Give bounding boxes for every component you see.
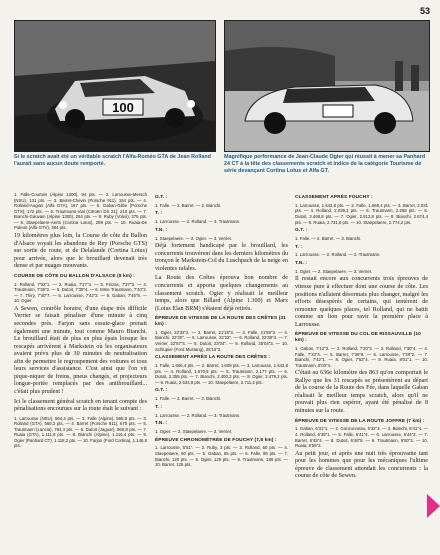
body-paragraph: Il restait encore aux concurrents trois épreuves de vitesse pure à effectuer dont une course de côte. Les positions n'allaient désormais plus changer, malgré les efforts désespérés de certains, qui tentèrent de remonter quelques places, tel Rolland, qui ne battit comme un lion pour ravir la première place à Larrousse. [295,276,428,328]
results-paragraph: 1. Staepelaere. — 2. Ogier. — 3. Verrier. [155,235,233,241]
section-heading: T. : [295,244,303,250]
results-paragraph: 1. Ogier, 22'32"2. — 2. Barret, 21'18"3. — 3. Falle, 21'59"3. — 4. Bianchi, 22'20". — 5. Larrousse, 22'22". — 6. Rolland, 22'38"4. — 7. Verrier, 22'57"4. — 8. Dutoit, 23'04". — 9. Rolland, 25'04"3. — 10. Schlupier (Ford Mustang), 25'15"3. [155,329,288,352]
body-paragraph: Déjà fortement handicapé par le brouillard, les concurrents trouvèrent dans les derniers kilomètres du tronçon le Markstein-Col du Luschpach de la neige en violentes rafales. [155,243,288,272]
section-heading: T. : [155,404,163,410]
body-paragraph: C'était au 636e kilomètre des 863 qu'on comportait le Rallye que les 31 rescapés se présentèrent au départ de la course de la Route des Fée, dans laquelle Gaban réalisait le meilleur temps scratch, alors qu'il ne pouvait plus rien espérer, ayant été pénalisé de 8 minutes sur la route. [295,370,428,414]
section-heading: T.N. : [155,421,168,427]
results-paragraph: 1. Larrousse, 1.642,8 pts. — 2. Falle, 1.668,4 pts. — 3. Barret, 2.031 pts. — 4. Rolland, 2.039,2 pts. — 5. Trautmann, 2.268 pts. — 6. Dutoit, 2.468,8 pts. — 7. Ogier, 2.512,8 pts. — 8. Bianchi, 2.674,4 pts. — 9. Ruaia, 2.731,6 pts. — 10. Staepelaere, 2.774,2 pts. [295,202,428,225]
section-heading: COURSE DE CÔTE DU BALLON D'ALSACE (8 km) : [14,273,136,279]
results-paragraph: 1. Falle, 1.606,4 pts. — 2. Barret, 1.608 pts. — 3. Larrousse, 1.642,8 pts. — 4. Rolland, 1.670,8 pts. — 5. Trautmann, 2.177 pts. — 6. Dutoit, 2.355 pts. — 7. Bianchi, 2.400,2 pts. — 8. Ogier, 2.479,2 pts. — 9. Ruaia, 2.534,8 pts. — 10. Staepelaere, 2.711,2 pts. [155,363,288,385]
text-column-1 [14,192,147,550]
text-column-2 [155,192,288,550]
section-heading: CLASSEMENT APRÈS LA ROUTE DES CRÊTES : [155,355,271,361]
section-heading: ÉPREUVE DE VITESSE DE LA ROUTE DES CRÊTES (31 km) : [155,316,286,328]
section-heading: T. : [155,211,163,217]
section-heading: G.T. : [155,388,168,394]
results-paragraph: 1. Falle-Courtois (Alpine 1300), 94 pts. — 2. Larrousse-Mersch (NSU), 131 pts. — 3. Barret-Chevin (Porsche 911), 164 pts. — 4. Rolland-Augias (Alfa GTA), 167 pts. — 5. Gaban-Gilbe (Porsche GTS), 172 pts. — 6. Trautmann-Vial (Citroën DS 21), 210 pts. — 7. Bianchi-Gauvain (Alpine 1300), 264 pts. — 8. Ruby (Volvo), 275 pts. — 9. Staepelaere-Aerts (Cortina Lotus), 299 pts. — 10. Ruaia-De Poleon (Alfa GTV), 384 pts. [14,192,147,231]
car-number-label: 100 [112,100,134,115]
results-paragraph: 1. Falle. — 2. Barret. — 3. Bianchi. [155,396,222,402]
results-paragraph: 1. Larrousse. — 2. Rolland. — 3. Trautmann. [155,412,241,418]
results-paragraph: 1. Larrousse. — 2. Rolland. — 3. Trautmann. [155,219,241,225]
results-paragraph: 1. Larrousse. — 2. Rolland. — 2. Trautmann. [295,252,381,258]
results-paragraph: 1. Falle. — 2. Barret. — 3. Bianchi. [295,236,362,241]
results-paragraph: 1. Ogier. — 2. Staepelaere. — 3. Verrier. [295,268,373,274]
body-paragraph: A Sewen, contrôle horaire, d'une étape très difficile Verrier se faisait pénaliser d'une minute à cinq secondes près. Farjon sans essuie-glace prenait également une minute, tout comme Mauro Bianchi. Le brouillard était de plus en plus épais lorsque les rescapés arrivèrent à Markstein où les organisateurs avaient prévu plus de 30 minutes de neutralisation afin de permettre le regroupement des voitures et tous leurs services d'assistance. C'est ainsi que l'on vit pique-niquer de freins, pneus changés, et projecteurs longue-portée remplacés par des antibrouillard... c'était plus prudent ! [14,305,147,395]
caption-left: Si le scratch avait été un véritable scratch l'Alfa-Roméo GTA de Jean Rolland l'aurait sans aucun doute remporté. [14,154,211,168]
section-heading: CLASSEMENT APRÈS FOUCHY : [295,195,373,200]
photo-panhard-24ct [224,20,430,152]
section-heading: G.T. : [155,195,168,200]
alfa-romeo-image [15,21,215,151]
body-paragraph: La Route des Crêtes éprouva bon nombre de concurrents et apporta quelques changements au classement scratch. Ogier y réalisait le meilleur temps, alors que Billard (Alpine 1.300) et Marx (Lotus Elan BRM) s'étaient déjà retirés. [155,275,288,312]
caption-right: Magnifique performance de Jean-Claude Ogier qui réussit à mener sa Panhard 24 CT à la tête des classements scratch et indice de la catégorie Tourisme de série devançant Cortina Lotus et Alfa GT. [224,154,426,175]
section-heading: T.N. : [155,227,168,233]
results-paragraph: 1. Rolland, 7'02"1. — 2. Ruaia, 7'27"4. — 3. Feizas, 7'37"3. — 4. Trautmann, 7'39"2. — 5. Dutoit, 7'39"4. — 6. Mme Trautmann, 7'40"2. — 7. Thiry, 7'40"7. — 8. Larrousse, 7'42"2. — 9. Gaban, 7'45"8. — 10. Ogier. [14,281,147,304]
results-paragraph: 1. Larrousse (NSU), 564,4 pts. — 2. Falle (Alpine), 565,8 pts. — 3. Rolland (GTA), 569,2 pts. — 4. Barret (Porsche 911), 670 pts. — 5. Trautmann (Lancia), 784,4 pts. — 6. Dutoit (Jaguar), 960,8 pts. — 7. Ruaia (GTA), 1.111,8 pts. — 8. Bianchi (Alpine), 1.116,4 pts. — 9. Ogier (Panhard CT), 1.118,2 pts. — 10. Farjon (Ford Cortina), 1.146,8 pts. [14,415,147,449]
body-paragraph: Ici le classement général scratch en tenant compte des pénalisations encourues sur la route était le suivant : [14,398,147,413]
section-heading: ÉPREUVE DE VITESSE DE LA ROUTE JOFFRE (7 km) : [295,418,425,424]
body-paragraph: Au petit jour, et après une nuit très éprouvante tant pour les hommes que pour les mécaniques l'ultime épreuve de classement attendait les concurrents : la course de côte de Sewen. [295,450,428,480]
results-paragraph: 1. Gaban, 7'12"3. — 2. Rolland, 7'20"2. — 3. Rolland, 7'30"4. — 4. Falle, 7'33"4. — 5. Barret, 7'36"9. — 6. Larrousse, 7'40"2. — 7. Bianchi, 7'42"1. — 8. Ogier, 7'52"4. — 9. Ruaia, 8'01"1. — 10. Trautmann, 8'03"4. [295,345,428,368]
results-paragraph: 1. Larrousse, 5'51". — 2. Ruby, 3 pts. — 3. Rolland, 50 pts. — 4. Staepelaere, 60 pts. — 5. Gaban, 65 pts. — 6. Falle, 95 pts. — 7. Bianchi, 120 pts. — 8. Ogier, 125 pts. — 9. Trautmann, 185 pts. — 10. Barret, 125 pts. [155,445,288,468]
page-number: 53 [419,6,430,16]
text-column-3 [295,192,428,550]
body-paragraph: 19 kilomètres plus loin, la Course de côte du Ballon d'Alsace voyait les abandons de Rey (Porsche GTS) sur sortie de route, et de Delalande (Cortina Lotus) pour arrivée, alors que le brouillard devenait très dense et par nuages mouvants. [14,233,147,270]
section-heading: T.N. : [295,261,308,266]
panhard-image [225,21,429,151]
section-heading: G.T. : [295,228,308,234]
section-heading: ÉPREUVE CHRONOMÉTRÉE DE FOUCHY (7,8 km) : [155,437,277,443]
results-paragraph: 1. Falle. — 2. Barret. — 3. Bianchi. [155,202,222,208]
section-heading: ÉPREUVE DE VITESSE DU COL DE RISSAUVILLE (10 km) : [295,332,421,344]
results-paragraph: 1. Gaban, 6'31"1. — 2. Gonzonneau, 6'32"3. — 3. Bianchi, 6'41"4. — 4. Rolland, 6'35"1. — 5. Falle, 6'41"4. — 6. Larrousse, 6'44"2. — 7. Barret, 6'45"4. — 8. Dutoit, 6'46"8. — 9. Trautmann, 6'50"4. — 10. Ruaia, 6'55"2. [295,426,428,449]
photo-alfa-romeo-gta [14,20,216,152]
results-paragraph: 1. Ogier. — 2. Staepelaere. — 3. Verrier. [155,429,233,435]
page-tab-marker [427,494,440,518]
